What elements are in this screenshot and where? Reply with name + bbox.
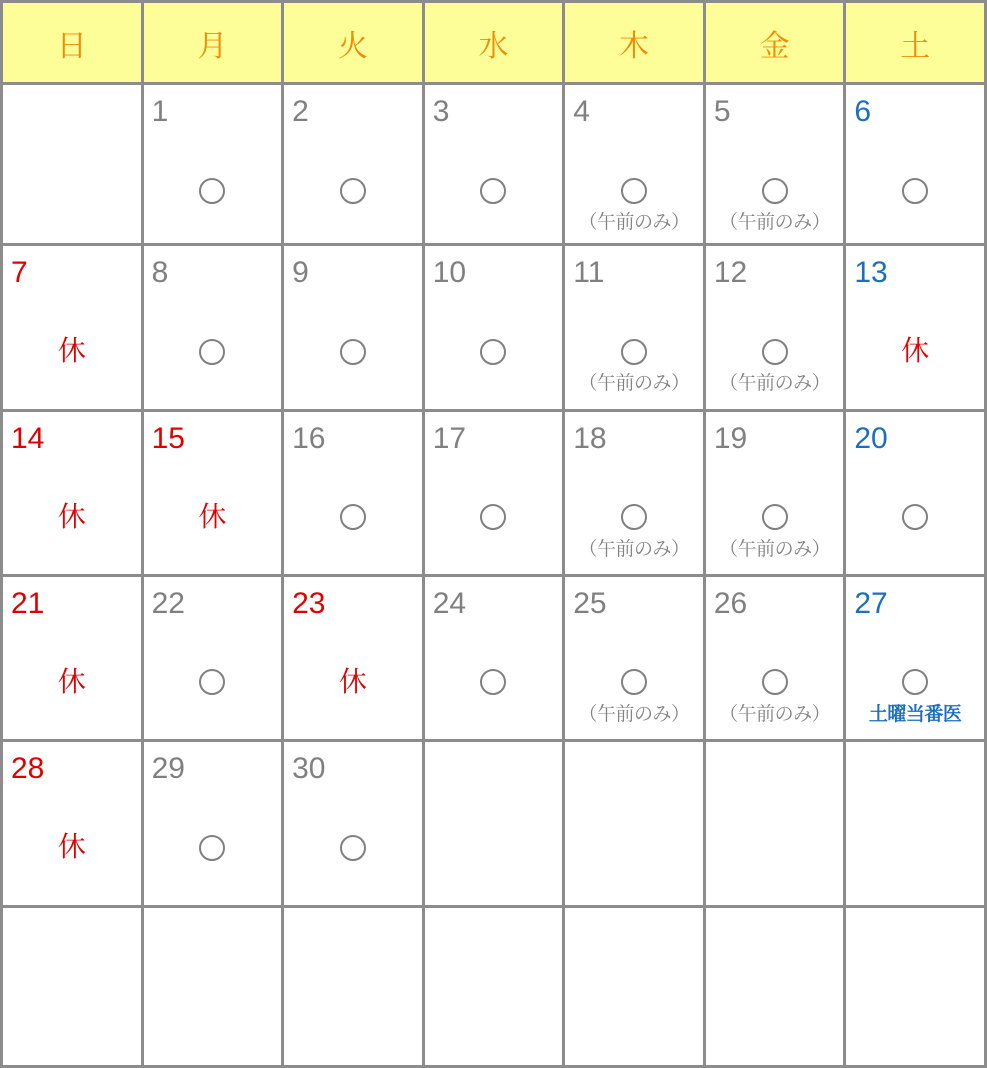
day-cell — [704, 575, 845, 740]
open-mark — [144, 830, 282, 864]
day-number: 29 — [151, 752, 185, 786]
day-cell — [283, 575, 424, 740]
open-mark — [706, 173, 844, 207]
day-cell — [2, 410, 143, 575]
open-circle-icon — [762, 669, 788, 695]
closed-mark: 休 — [338, 664, 367, 698]
open-circle-icon — [199, 339, 225, 365]
day-number: 17 — [432, 421, 467, 455]
morning-only-note: （午前のみ） — [719, 372, 831, 395]
day-cell — [564, 84, 705, 245]
morning-only-note: （午前のみ） — [719, 702, 831, 725]
day-cell — [283, 741, 424, 906]
day-cell — [142, 410, 283, 575]
empty-day-cell — [423, 906, 564, 1066]
day-cell — [2, 575, 143, 740]
weekday-thu: 木 — [564, 2, 705, 84]
open-mark — [706, 334, 844, 368]
open-circle-icon — [199, 835, 225, 861]
empty-day-cell — [845, 906, 986, 1066]
weekday-sun: 日 — [2, 2, 143, 84]
day-cell — [704, 245, 845, 410]
day-number: 13 — [854, 256, 888, 290]
open-circle-icon — [340, 178, 366, 204]
empty-day-cell — [283, 906, 424, 1066]
empty-day-cell — [564, 906, 705, 1066]
day-number: 25 — [573, 586, 607, 620]
morning-only-note: （午前のみ） — [578, 537, 690, 560]
day-number: 10 — [432, 256, 467, 290]
closed-mark: 休 — [57, 334, 86, 368]
open-circle-icon — [902, 504, 928, 530]
day-number: 5 — [713, 95, 731, 128]
closed-mark: 休 — [57, 664, 86, 698]
calendar-week-row — [2, 410, 986, 575]
open-mark — [144, 173, 282, 207]
day-number: 14 — [11, 421, 45, 455]
calendar-week-row — [2, 575, 986, 740]
morning-only-note: （午前のみ） — [578, 372, 690, 395]
day-number: 24 — [432, 586, 467, 620]
open-mark — [565, 173, 703, 207]
open-circle-icon — [340, 339, 366, 365]
day-number: 20 — [854, 421, 888, 455]
day-cell — [564, 575, 705, 740]
open-circle-icon — [340, 504, 366, 530]
open-mark — [144, 334, 282, 368]
empty-day-cell — [2, 906, 143, 1066]
open-mark — [846, 500, 984, 534]
empty-day-cell — [704, 906, 845, 1066]
empty-day-cell — [423, 741, 564, 906]
day-cell — [564, 410, 705, 575]
day-number: 27 — [854, 586, 888, 620]
open-mark — [706, 500, 844, 534]
morning-only-note: （午前のみ） — [578, 211, 690, 233]
empty-day-cell — [2, 84, 143, 245]
open-mark — [425, 334, 563, 368]
day-number: 4 — [573, 95, 590, 128]
open-circle-icon — [199, 669, 225, 695]
open-circle-icon — [621, 178, 647, 204]
day-cell — [142, 245, 283, 410]
morning-only-note: （午前のみ） — [578, 702, 690, 725]
day-cell — [423, 245, 564, 410]
day-number: 26 — [713, 586, 748, 620]
open-mark — [284, 500, 422, 534]
open-circle-icon — [621, 504, 647, 530]
calendar-body — [2, 84, 986, 1067]
saturday-duty-note: 土曜当番医 — [868, 702, 962, 725]
open-circle-icon — [199, 178, 225, 204]
open-mark — [846, 665, 984, 699]
day-cell — [142, 84, 283, 245]
day-number: 6 — [854, 95, 872, 128]
calendar-week-row — [2, 906, 986, 1066]
day-cell — [423, 575, 564, 740]
day-number: 30 — [292, 752, 326, 786]
open-mark — [846, 173, 984, 207]
day-number: 11 — [573, 256, 605, 290]
open-mark — [284, 334, 422, 368]
weekday-fri: 金 — [704, 2, 845, 84]
open-mark — [425, 665, 563, 699]
open-circle-icon — [762, 178, 788, 204]
open-circle-icon — [902, 178, 928, 204]
day-cell — [142, 575, 283, 740]
day-cell — [845, 245, 986, 410]
open-mark — [284, 173, 422, 207]
closed-mark: 休 — [901, 334, 930, 368]
morning-only-note: （午前のみ） — [719, 537, 831, 560]
day-cell — [283, 245, 424, 410]
weekday-mon: 月 — [142, 2, 283, 84]
open-mark — [144, 665, 282, 699]
day-cell — [423, 84, 564, 245]
day-number: 19 — [713, 421, 748, 455]
morning-only-note: （午前のみ） — [719, 211, 831, 233]
day-cell — [845, 575, 986, 740]
calendar-week-row — [2, 245, 986, 410]
closed-mark: 休 — [57, 499, 86, 533]
open-circle-icon — [621, 669, 647, 695]
day-cell — [423, 410, 564, 575]
open-circle-icon — [762, 339, 788, 365]
empty-day-cell — [704, 741, 845, 906]
weekday-tue: 火 — [283, 2, 424, 84]
empty-day-cell — [845, 741, 986, 906]
day-cell — [845, 410, 986, 575]
day-cell — [2, 245, 143, 410]
weekday-wed: 水 — [423, 2, 564, 84]
open-circle-icon — [480, 339, 506, 365]
open-circle-icon — [340, 835, 366, 861]
day-cell — [704, 84, 845, 245]
empty-day-cell — [142, 906, 283, 1066]
open-mark — [425, 173, 563, 207]
open-circle-icon — [762, 504, 788, 530]
day-number: 15 — [151, 421, 185, 455]
open-mark — [565, 665, 703, 699]
empty-day-cell — [564, 741, 705, 906]
open-circle-icon — [902, 669, 928, 695]
day-cell — [704, 410, 845, 575]
day-cell — [564, 245, 705, 410]
day-cell — [845, 84, 986, 245]
day-number: 8 — [151, 256, 169, 290]
day-cell — [2, 741, 143, 906]
closed-mark: 休 — [198, 499, 227, 533]
open-circle-icon — [480, 504, 506, 530]
open-circle-icon — [621, 339, 647, 365]
open-circle-icon — [480, 669, 506, 695]
day-number: 9 — [292, 256, 309, 290]
day-number: 21 — [11, 586, 45, 620]
open-mark — [565, 500, 703, 534]
day-number: 1 — [151, 95, 169, 128]
day-number: 3 — [432, 95, 450, 128]
day-cell — [283, 84, 424, 245]
weekday-header-row — [2, 2, 986, 84]
calendar-week-row — [2, 84, 986, 245]
day-number: 18 — [573, 421, 607, 455]
closed-mark: 休 — [57, 830, 86, 864]
day-number: 2 — [292, 95, 309, 128]
open-mark — [284, 830, 422, 864]
day-number: 22 — [151, 586, 185, 620]
day-number: 12 — [713, 256, 748, 290]
open-mark — [425, 500, 563, 534]
day-number: 16 — [292, 421, 326, 455]
day-number: 7 — [11, 256, 28, 290]
weekday-sat: 土 — [845, 2, 986, 84]
day-number: 23 — [292, 586, 326, 620]
day-number: 28 — [11, 752, 45, 786]
day-cell — [283, 410, 424, 575]
open-mark — [706, 665, 844, 699]
calendar-week-row — [2, 741, 986, 906]
open-mark — [565, 334, 703, 368]
open-circle-icon — [480, 178, 506, 204]
day-cell — [142, 741, 283, 906]
